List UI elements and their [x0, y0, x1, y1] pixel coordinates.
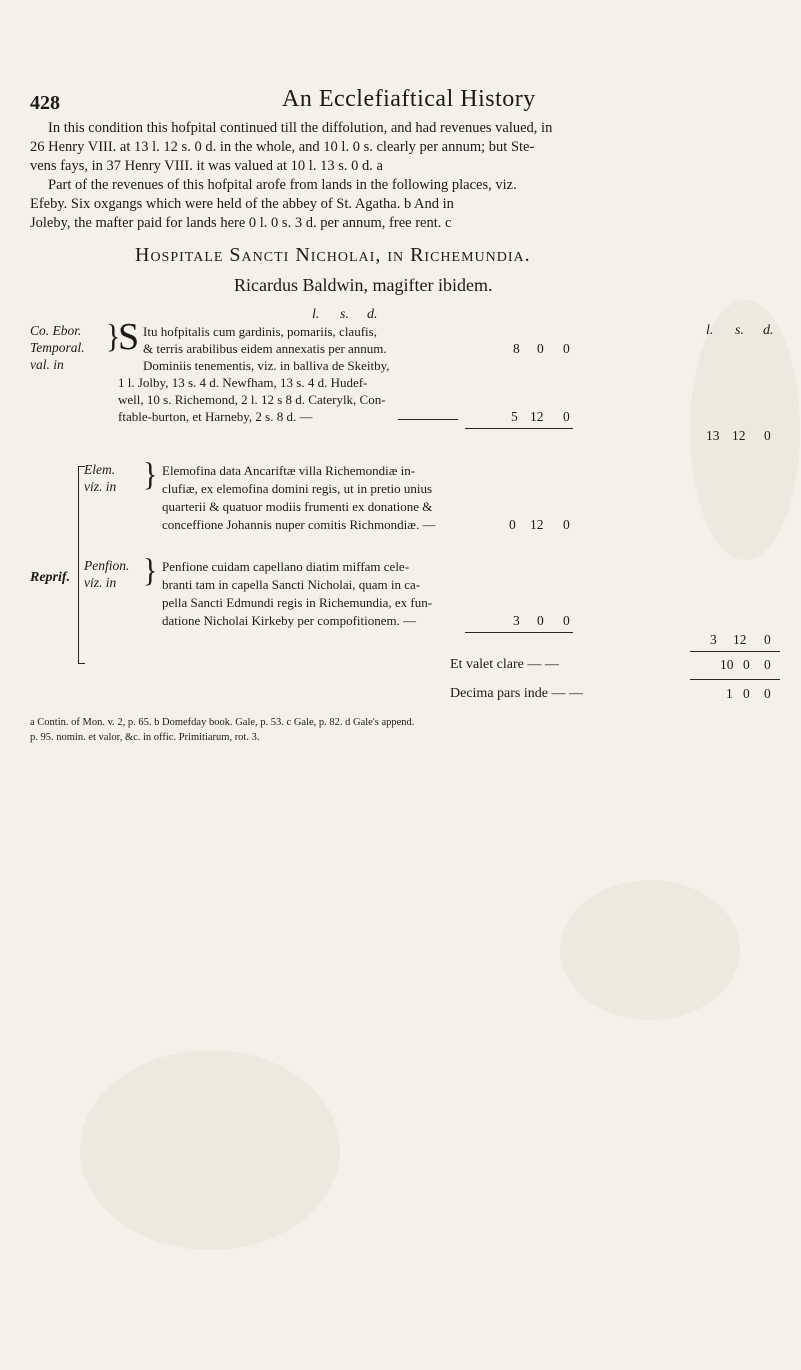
elem-line: clufiæ, ex elemofina domini regis, ut in pretio unius [162, 481, 433, 496]
amount-denarii: 0 [764, 657, 771, 672]
sum-rule [465, 428, 573, 429]
elem-line: conceffione Johannis nuper comitis Richmondiæ. — [162, 517, 436, 532]
clear-value-label: Et valet clare — — [450, 657, 559, 672]
amount-solidi: 12 [530, 409, 544, 424]
temporal-line: well, 10 s. Richemond, 2 l. 12 s 8 d. Caterylk, Con- [118, 392, 386, 407]
col-head-solidi: s. [735, 323, 744, 338]
total-libra: 3 [710, 632, 717, 647]
amount-denarii: 0 [563, 341, 570, 356]
tenth-label: Decima pars inde — — [450, 686, 583, 701]
amount-solidi: 0 [537, 341, 544, 356]
total-solidi: 12 [732, 428, 746, 443]
col-head-denarii: d. [367, 307, 378, 322]
master-line: Ricardus Baldwin, magifter ibidem. [234, 275, 493, 295]
total-denarii: 0 [764, 428, 771, 443]
pension-line: datione Nicholai Kirkeby per compofitionem. — [162, 613, 417, 628]
col-head-denarii: d. [763, 323, 774, 338]
pension-line: pella Sancti Edmundi regis in Richemundia, ex fun- [162, 595, 433, 610]
amount-libra: 5 [511, 409, 518, 424]
page-number: 428 [30, 92, 60, 114]
reprises-label: Reprif. [30, 570, 71, 585]
amount-denarii: 0 [563, 517, 570, 532]
temporal-line: & terris arabilibus eidem annexatis per annum. [143, 341, 387, 356]
section-title: Hospitale Sancti Nicholai, in Richemundia. [135, 244, 531, 266]
sum-rule [690, 679, 780, 680]
col-head-libra: l. [312, 307, 320, 322]
amount-solidi: 0 [743, 686, 750, 701]
amount-denarii: 0 [764, 686, 771, 701]
footnote-line: p. 95. nomin. et valor, &c. in offic. Primitiarum, rot. 3. [30, 732, 260, 743]
elem-line: quarterii & quatuor modiis frumenti ex donatione & [162, 499, 433, 514]
temporal-line: 1 l. Jolby, 13 s. 4 d. Newfham, 13 s. 4 d. Hudef- [118, 375, 368, 390]
intro-line: Joleby, the mafter paid for lands here 0 l. 0 s. 3 d. per annum, free rent. c [30, 215, 452, 231]
running-title: An Ecclefiaftical History [282, 86, 536, 112]
margin-label: viz. in [84, 479, 117, 494]
amount-libra: 3 [513, 613, 520, 628]
total-libra: 13 [706, 428, 720, 443]
amount-libra: 8 [513, 341, 520, 356]
pension-line: Penfione cuidam capellano diatim miffam cele- [162, 559, 410, 574]
margin-label: Penfion. [84, 558, 130, 573]
margin-label: Co. Ebor. [30, 323, 82, 338]
amount-libra: 1 [726, 686, 733, 701]
amount-solidi: 12 [530, 517, 544, 532]
drop-cap: S [118, 316, 140, 358]
paper-stain [560, 880, 740, 1020]
total-denarii: 0 [764, 632, 771, 647]
amount-libra: 10 [720, 657, 734, 672]
sum-rule [465, 632, 573, 633]
intro-line: vens fays, in 37 Henry VIII. it was valued at 10 l. 13 s. 0 d. a [30, 158, 383, 174]
brace: } [106, 318, 121, 355]
brace: } [143, 552, 158, 589]
dash-leader [398, 419, 458, 420]
paper-stain [80, 1050, 340, 1250]
margin-label: Elem. [84, 462, 116, 477]
amount-libra: 0 [509, 517, 516, 532]
footnote-line: a Contin. of Mon. v. 2, p. 65. b Domefday book. Gale, p. 53. c Gale, p. 82. d Gale's append. [30, 717, 415, 728]
intro-line: Efeby. Six oxgangs which were held of the abbey of St. Agatha. b And in [30, 196, 454, 212]
col-head-solidi: s. [340, 307, 349, 322]
temporal-line: Dominiis tenementis, viz. in balliva de Skeitby, [143, 358, 390, 373]
amount-denarii: 0 [563, 409, 570, 424]
intro-line: Part of the revenues of this hofpital arofe from lands in the following places, viz. [48, 177, 517, 193]
col-head-libra: l. [706, 323, 714, 338]
temporal-line: Itu hofpitalis cum gardinis, pomariis, claufis, [143, 324, 377, 339]
brace: } [143, 456, 158, 493]
pension-line: branti tam in capella Sancti Nicholai, quam in ca- [162, 577, 421, 592]
margin-label: viz. in [84, 575, 117, 590]
temporal-line: ftable-burton, et Harneby, 2 s. 8 d. — [118, 409, 313, 424]
elem-line: Elemofina data Ancariftæ villa Richemondiæ in- [162, 463, 416, 478]
intro-line: 26 Henry VIII. at 13 l. 12 s. 0 d. in the whole, and 10 l. 0 s. clearly per annum; but Ste- [30, 139, 535, 155]
amount-solidi: 0 [743, 657, 750, 672]
amount-solidi: 0 [537, 613, 544, 628]
intro-line: In this condition this hofpital continued till the diffolution, and had revenues valued, in [48, 120, 553, 136]
margin-label: Temporal. [30, 340, 85, 355]
amount-denarii: 0 [563, 613, 570, 628]
sum-rule [690, 651, 780, 652]
total-solidi: 12 [733, 632, 747, 647]
margin-label: val. in [30, 357, 64, 372]
